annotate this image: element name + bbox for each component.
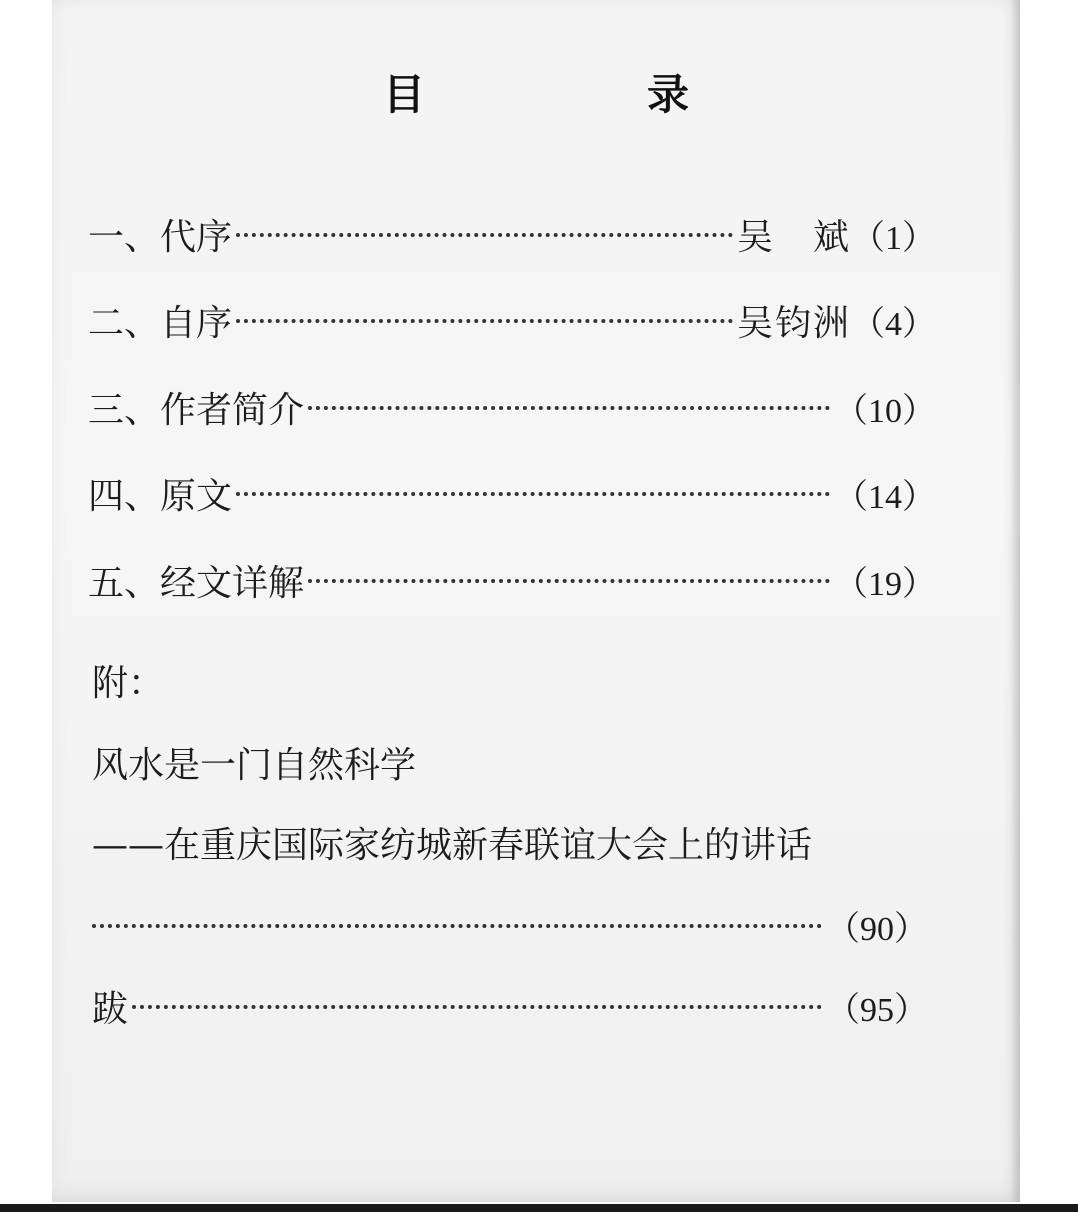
appendix-heading: 附： — [92, 663, 165, 704]
toc-entry-author: 吴钧洲 — [736, 303, 851, 344]
toc-entry-4 — [88, 473, 936, 522]
appendix-article-page: （90） — [826, 911, 928, 948]
book-page — [52, 0, 1020, 1202]
page-edge-shadow — [1010, 0, 1020, 1202]
dot-leader — [308, 579, 830, 583]
toc-entry-label: 二、自序 — [88, 303, 233, 344]
dot-leader — [308, 406, 830, 410]
toc-entry-page: （4） — [851, 306, 936, 343]
bottom-border — [0, 1204, 1078, 1212]
toc-entry-page: （19） — [834, 566, 936, 603]
postscript-label: 跋 — [92, 989, 129, 1030]
dot-leader — [236, 233, 733, 237]
dot-leader — [132, 1005, 822, 1009]
toc-entry-page: （10） — [834, 393, 936, 430]
toc-entry-page: （14） — [834, 479, 936, 516]
toc-entry-1 — [88, 214, 936, 263]
toc-entry-5 — [88, 560, 936, 609]
toc-entry-label: 三、作者简介 — [88, 390, 305, 431]
toc-entry-label: 一、代序 — [88, 217, 233, 258]
toc-entry-label: 五、经文详解 — [88, 563, 305, 604]
appendix-article-subtitle: ——在重庆国际家纺城新春联谊大会上的讲话 — [92, 825, 813, 866]
appendix-article-page-row — [92, 906, 928, 954]
page-title: 目 录 — [382, 70, 779, 119]
toc-entry-3 — [88, 387, 936, 436]
toc-entry-2 — [88, 300, 936, 349]
dot-leader — [236, 492, 830, 496]
postscript-page: （95） — [826, 992, 928, 1029]
postscript-entry — [92, 986, 928, 1035]
appendix-article-title: 风水是一门自然科学 — [92, 745, 417, 786]
toc-entry-label: 四、原文 — [88, 476, 233, 517]
dot-leader — [236, 319, 733, 323]
toc-entry-author: 吴 斌 — [736, 217, 851, 258]
dot-leader — [92, 924, 822, 928]
toc-entry-page: （1） — [851, 220, 936, 257]
